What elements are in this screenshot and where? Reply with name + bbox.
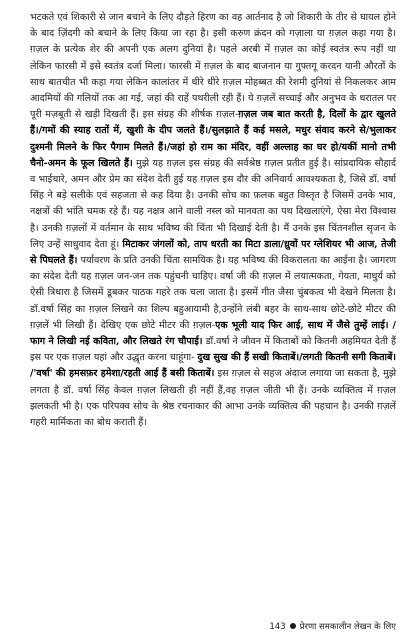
quoted-ghazal-verses: दुख सुख की हैं सखी किताबें।/लगती कितनी सगी किताबें। /'वर्षा' की हमसफ़र हमेशा/रहती आई हैं बसी किताबें। xyxy=(30,352,396,380)
paragraph-text: इस ग़ज़ल से सहज अंदाज लगाया जा सकता है, मुझे लगता है डॉ. वर्षा सिंह केवल ग़ज़ल लिखती ही नहीं हैं,वह ग़ज़ल जीती भी हैं। उनके व्यक्तित्व में ग़ज़ल झलकती भी है। एक परिपक्व सोच के श्रेष्ठ रचनाकार की आभा उनके व्यक्तित्व की पहचान है। उनकी ग़ज़लें गहरी मार्मिकता का बोध कराती हैं। xyxy=(30,368,397,429)
page-number: 143 xyxy=(269,622,286,632)
paragraph-text: भटकते एवं शिकारी से जान बचाने के लिए दौड़ते हिरण का वह आर्तनाद है जो शिकारी के तीर से घायल होने के बाद ज़िंदगी को बचाने के लिए किया जा रहा है। इसी करुण क्रंदन को गज़ाला या ग़ज़ल कहा गया है। ग़ज़ल के प्रत्येक शेर की अपनी एक अलग दुनियां है। पहले अरबी में ग़ज़ल का कोई स्वतंत्र रूप नहीं था लेकिन फारसी में इसे स्वतंत्र दर्जा मिला। फारसी में ग़ज़ल के बाद बाजनान या गुफ्तगू करदन यानी औरतों के साथ बातचीत भी कहा गया लेकिन कालांतर में धीरे धीरे ग़ज़ल मोहब्बत की रेशमी दुनियां से निकलकर आम आदमियों की गलियों तक आ गई, जहां की राहें पथरीली रही हैं। ये ग़ज़लें सच्चाई और अनुभव के धरातल पर पूरी मज़बूती से खड़ी दिखती हैं। इस संग्रह की शीर्षक ग़ज़ल- xyxy=(30,12,396,121)
paragraph-text: मुझे यह ग़ज़ल इस संग्रह की सर्वश्रेष्ठ ग़ज़ल प्रतीत हुई है। सांप्रदायिक सौहार्द व भाईचारे, अमन और प्रेम का संदेश देती हुई यह ग़ज़ल इस दौर की अनिवार्य आवश्यकता है, जिसे डॉ. वर्षा सिंह ने बड़े सलीके एवं सहजता से कह दिया है। उनकी सोच का फ़लक बहुत विस्तृत है जिसमें उनके भाव, नक्षत्रों की भांति चमक रहे हैं। यह नक्षत्र आने वाली नस्ल को मानवता का पथ दिखलाएंगे, ऐसा मेरा विश्वास है। उनकी ग़ज़लों में वर्तमान के साथ भविष्य की चिंता भी दिखाई देती है। मैं उनके इस चिंतनशील सृजन के लिए उन्हें साधुवाद देता हूं। xyxy=(30,157,396,250)
quoted-ghazal-verses: मिटाकर जंगलों को, ताप धरती का मिटा डाला/ध्रुवों पर ग्लेशियर भी आज, तेजी से पिघलते हैं। xyxy=(30,238,396,267)
quoted-ghazal-verses: ग़ज़ल जब बात करती है, दिलों के द्वार खुलते हैं।/गमों की स्याह रातों में, खुशी के दीप जलते हैं।/सुलझाते हैं कई मसले, मधुर संवाद करने से/भुलाकर दुश्मनी मिलने के फिर पैगाम मिलते हैं।/जहां हो राम का मंदिर, वहीं अल्लाह का घर हो/यकीं मानो तभी चैनो-अमन के फूल खिलते हैं। xyxy=(30,109,396,169)
paragraph-text: डॉ.वर्षा ने जीवन में किताबों को कितनी अहमियत देती हैं इस पर एक ग़ज़ल यहां और उद्धृत करना चाहूंगा- xyxy=(30,336,396,364)
bullet-icon xyxy=(290,623,296,629)
quoted-ghazal-verses: एक भूली याद फिर आई, साथ में जैसे तुम्हें लाई। /फाग ने लिखी नई कविता, और लिखते रंग चौपाई। xyxy=(30,319,397,348)
paragraph-text: पर्यावरण के प्रति उनकी चिंता सामयिक है। यह भविष्य की विकरालता का आईना है। जागरण का संदेश देती यह ग़ज़ल जन-जन तक पहुंचनी चाहिए। वर्षा जी की ग़ज़ल में लयात्मकता, गेयता, माधुर्य को ऐसी त्रिधारा है जिसमें डूबकर पाठक गहरे तक चला जाता है। इसमें गीत जैसा चुंबकत्व भी देखने मिलता है। डॉ.वर्षा सिंह का ग़ज़ल लिखने का शिल्प बहुआयामी है,उन्होंने लंबी बहर के साथ-साथ छोटे-छोटे मीटर की ग़ज़लें भी लिखी हैं। देखिए एक छोटे मीटर की ग़ज़ल- xyxy=(30,255,396,331)
footer-caption: प्रेरणा समकालीन लेखन के लिए xyxy=(299,622,396,632)
body-text xyxy=(30,10,396,431)
page-footer xyxy=(150,621,396,632)
